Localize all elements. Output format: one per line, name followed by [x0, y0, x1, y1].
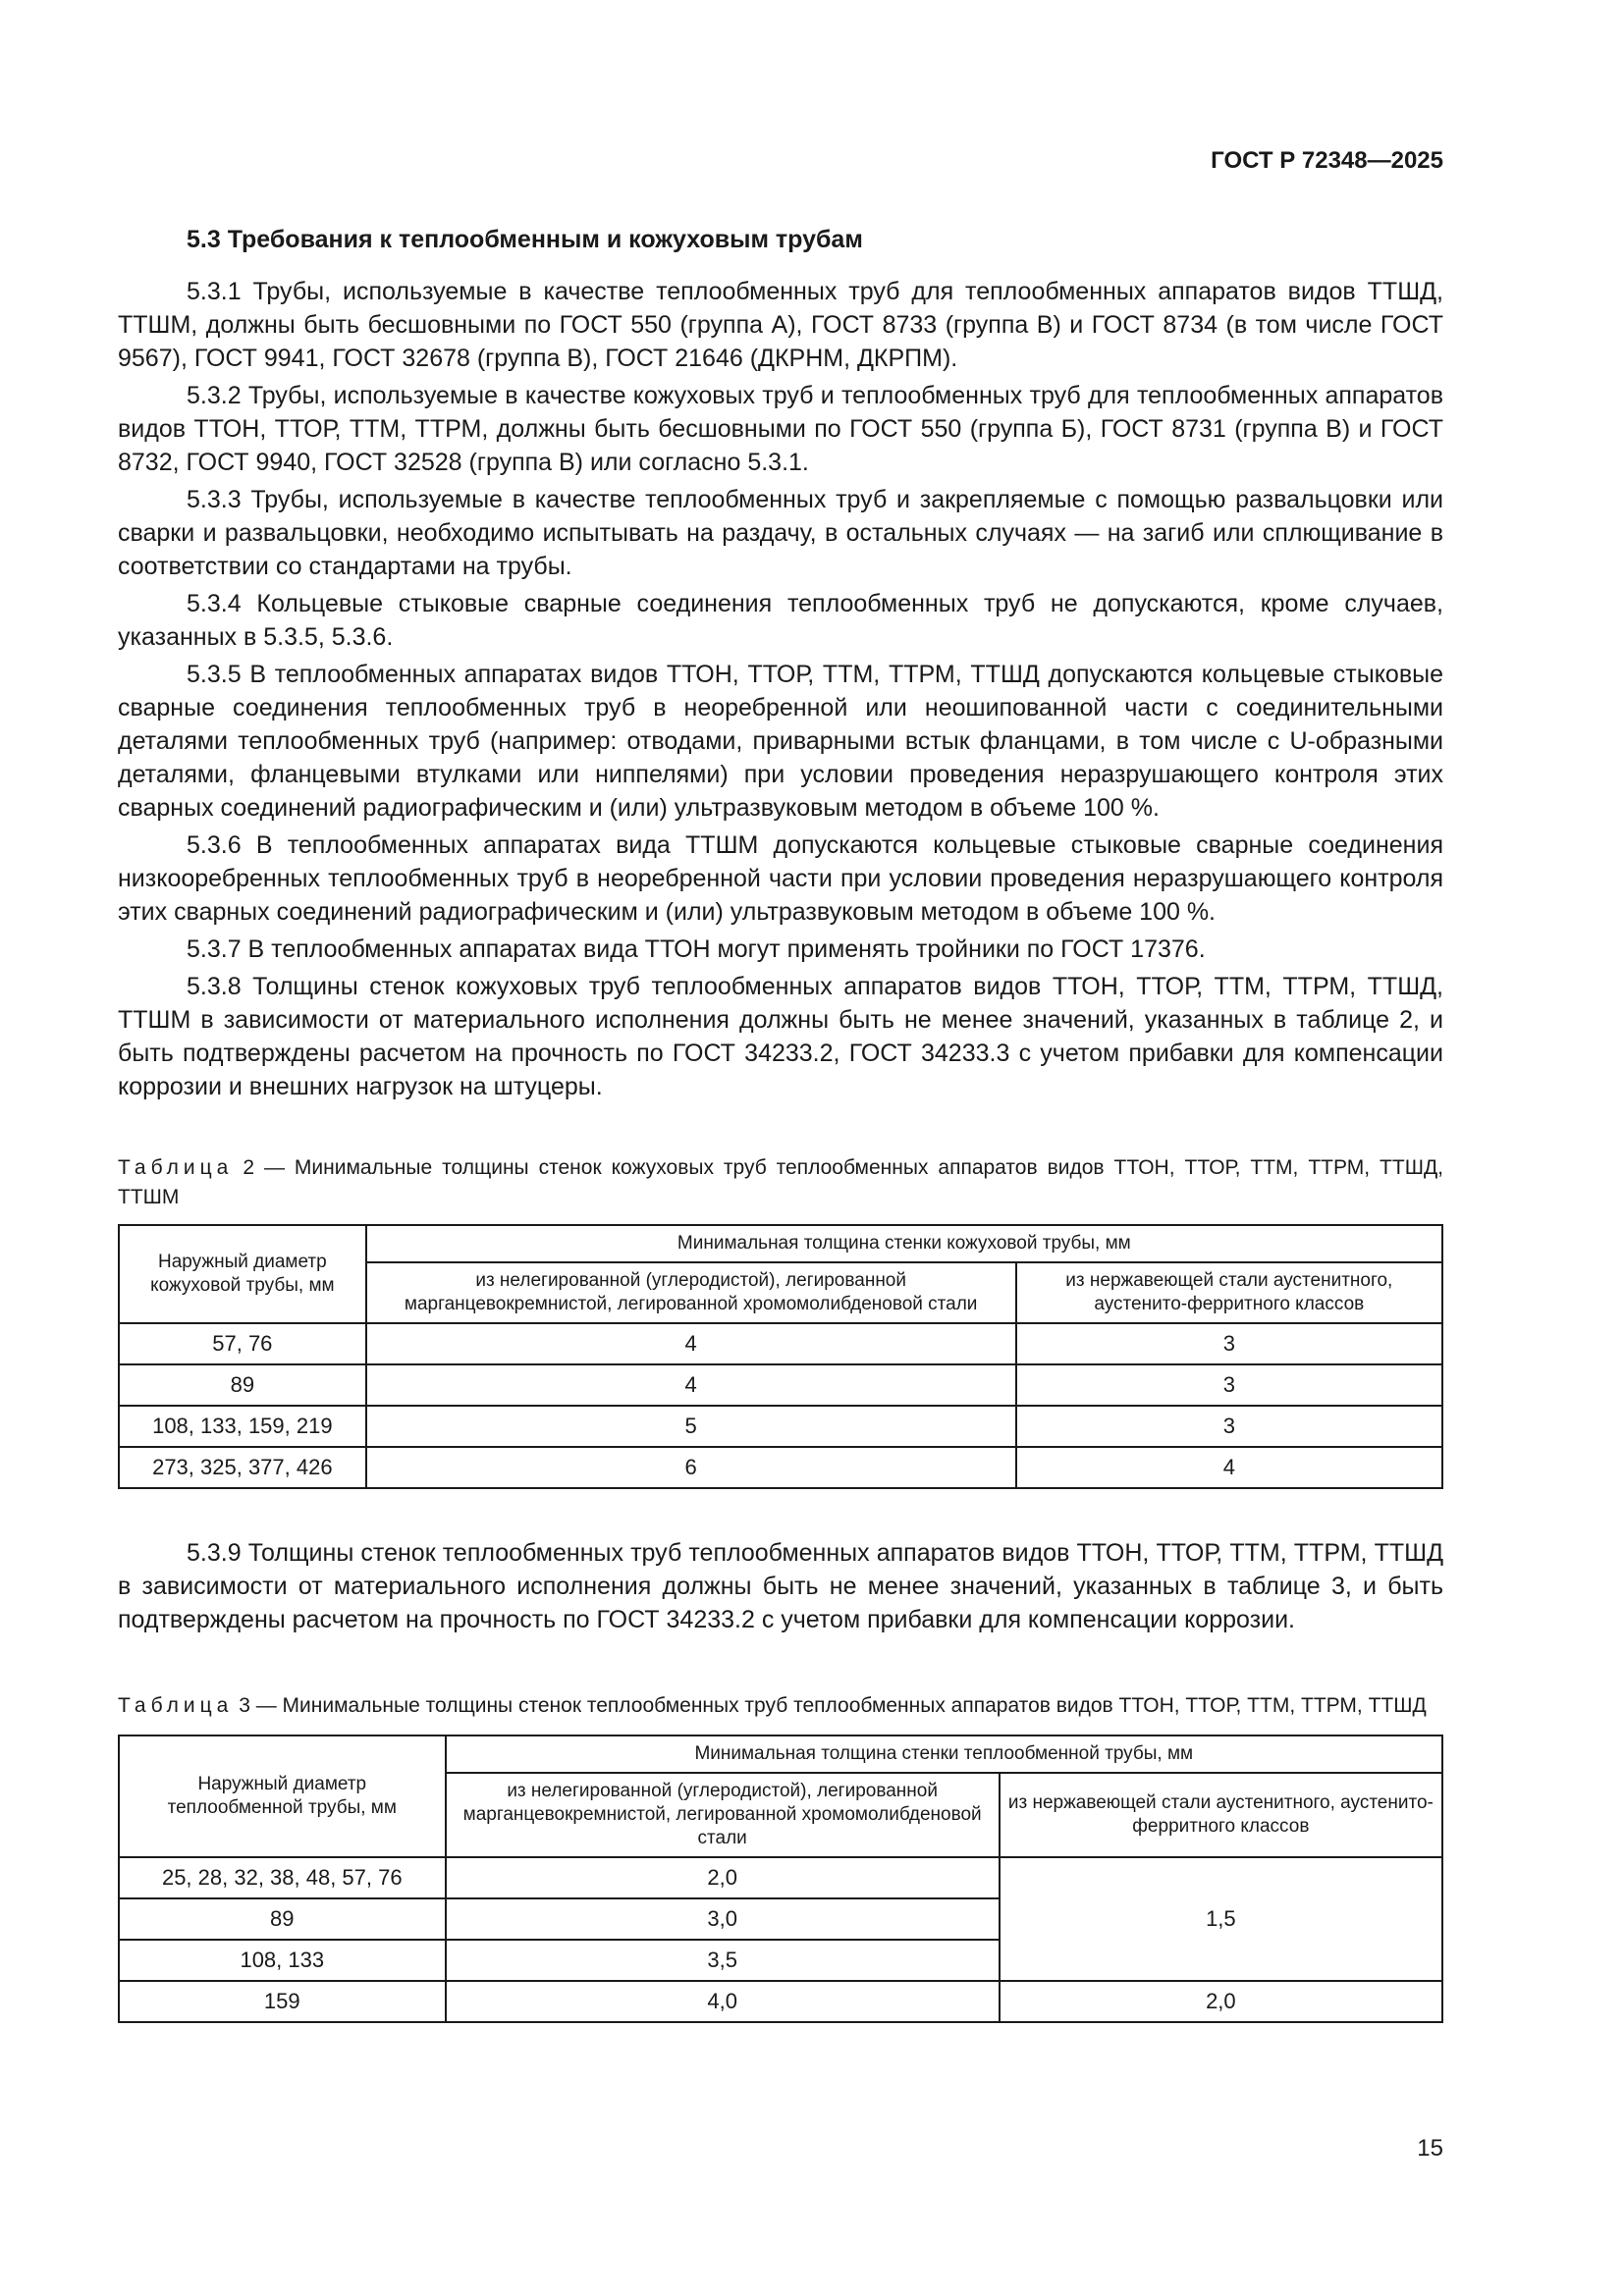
table-cell: 2,0: [446, 1857, 1000, 1898]
table-3-caption: [118, 1691, 1443, 1721]
table-cell: 3: [1016, 1323, 1442, 1364]
paragraph-5-3-9: 5.3.9 Толщины стенок теплообменных труб теплообменных аппаратов видов ТТОН, ТТОР, ТТМ, ТТРМ, ТТШД в зависимости от материального исполнения должны быть не менее значений, указанных в таблице 3, и быть подтверждены расчетом на прочность по ГОСТ 34233.2 с учетом прибавки для компенсации коррозии.: [118, 1539, 1443, 1633]
table-cell: 6: [366, 1447, 1016, 1488]
table-cell: 4: [1016, 1447, 1442, 1488]
paragraph-5-3-3: 5.3.3 Трубы, используемые в качестве теплообменных труб и закрепляемые с помощью развальцовки или сварки и развальцовки, необходимо испытывать на раздачу, в остальных случаях — на загиб или сплющивание в соответствии со стандартами на трубы.: [118, 486, 1443, 580]
table-3-block: [118, 1691, 1443, 2023]
document-code: ГОСТ Р 72348—2025: [1211, 147, 1443, 174]
table-3-caption-text: 3 — Минимальные толщины стенок теплообменных труб теплообменных аппаратов видов ТТОН, ТТОР, ТТМ, ТТРМ, ТТШД: [239, 1694, 1427, 1717]
table-2-col3-header: из нержавеющей стали аустенитного, аустенито-ферритного классов: [1016, 1262, 1442, 1323]
table-cell: 89: [119, 1364, 366, 1406]
paragraph-5-3-7: 5.3.7 В теплообменных аппаратах вида ТТОН могут применять тройники по ГОСТ 17376.: [187, 935, 1206, 963]
table-row: [119, 1323, 1442, 1364]
paragraph-5-3-5: 5.3.5 В теплообменных аппаратах видов ТТОН, ТТОР, ТТМ, ТТРМ, ТТШД допускаются кольцевые стыковые сварные соединения теплообменных труб в неоребренной или неошипованной части с соединительными деталями теплообменных труб (например: отводами, приварными встык фланцами, в том числе с U-образными деталями, фланцевыми втулками или ниппелями) при условии проведения неразрушающего контроля этих сварных соединений радиографическим и (или) ультразвуковым методом в объеме 100 %.: [118, 661, 1443, 822]
table-cell: 3: [1016, 1406, 1442, 1447]
paragraph-5-3-1: 5.3.1 Трубы, используемые в качестве теплообменных труб для теплообменных аппаратов видов ТТШД, ТТШМ, должны быть бесшовными по ГОСТ 550 (группа А), ГОСТ 8733 (группа В) и ГОСТ 8734 (в том числе ГОСТ 9567), ГОСТ 9941, ГОСТ 32678 (группа В), ГОСТ 21646 (ДКРНМ, ДКРПМ).: [118, 278, 1443, 372]
section-title: 5.3 Требования к теплообменным и кожуховым трубам: [187, 226, 863, 253]
table-cell-merged: 1,5: [1000, 1857, 1442, 1981]
table-3: [118, 1735, 1443, 2023]
table-cell: 3: [1016, 1364, 1442, 1406]
table-3-caption-word: Таблица: [118, 1694, 234, 1717]
table-3-col3-header: из нержавеющей стали аустенитного, аустенито-ферритного классов: [1000, 1773, 1442, 1857]
paragraph-5-3-4: 5.3.4 Кольцевые стыковые сварные соединения теплообменных труб не допускаются, кроме случаев, указанных в 5.3.5, 5.3.6.: [118, 590, 1443, 651]
table-cell: 159: [119, 1981, 446, 2022]
table-cell: 3,5: [446, 1940, 1000, 1981]
table-cell: 108, 133, 159, 219: [119, 1406, 366, 1447]
table-cell: 273, 325, 377, 426: [119, 1447, 366, 1488]
table-row: [119, 1447, 1442, 1488]
paragraph-5-3-8: 5.3.8 Толщины стенок кожуховых труб теплообменных аппаратов видов ТТОН, ТТОР, ТТМ, ТТРМ, ТТШД, ТТШМ в зависимости от материального исполнения должны быть не менее значений, указанных в таблице 2, и быть подтверждены расчетом на прочность по ГОСТ 34233.2, ГОСТ 34233.3 с учетом прибавки для компенсации коррозии и внешних нагрузок на штуцеры.: [118, 973, 1443, 1100]
page-number: 15: [1417, 2135, 1443, 2162]
table-cell: 4: [366, 1323, 1016, 1364]
table-row: [119, 1857, 1442, 1898]
table-cell: 5: [366, 1406, 1016, 1447]
table-cell: 25, 28, 32, 38, 48, 57, 76: [119, 1857, 446, 1898]
table-cell: 2,0: [1000, 1981, 1442, 2022]
table-cell: 4: [366, 1364, 1016, 1406]
table-2-caption: [118, 1153, 1443, 1212]
table-row: [119, 1364, 1442, 1406]
table-2-block: [118, 1153, 1443, 1489]
table-2-col1-header: Наружный диаметр кожуховой трубы, мм: [119, 1225, 366, 1323]
table-3-col2-header: из нелегированной (углеродистой), легированной марганцевокремнистой, легированной хромомолибденовой стали: [446, 1773, 1000, 1857]
table-row: [119, 1981, 1442, 2022]
table-cell: 89: [119, 1898, 446, 1940]
table-2-caption-text: 2 — Минимальные толщины стенок кожуховых труб теплообменных аппаратов видов ТТОН, ТТОР, ТТМ, ТТРМ, ТТШД, ТТШМ: [118, 1156, 1443, 1208]
table-cell: 3,0: [446, 1898, 1000, 1940]
body-text: [118, 275, 1443, 1107]
table-cell: 108, 133: [119, 1940, 446, 1981]
table-3-group-header: Минимальная толщина стенки теплообменной трубы, мм: [446, 1735, 1442, 1773]
table-3-col1-header: Наружный диаметр теплообменной трубы, мм: [119, 1735, 446, 1857]
table-2-caption-word: Таблица: [118, 1156, 234, 1179]
table-row: [119, 1406, 1442, 1447]
table-2: [118, 1224, 1443, 1489]
paragraph-5-3-9-block: [118, 1536, 1443, 1636]
paragraph-5-3-6: 5.3.6 В теплообменных аппаратах вида ТТШМ допускаются кольцевые стыковые сварные соединения низкооребренных теплообменных труб в неоребренной части при условии проведения неразрушающего контроля этих сварных соединений радиографическим и (или) ультразвуковым методом в объеме 100 %.: [118, 831, 1443, 926]
table-cell: 4,0: [446, 1981, 1000, 2022]
paragraph-5-3-2: 5.3.2 Трубы, используемые в качестве кожуховых труб и теплообменных труб для теплообменных аппаратов видов ТТОН, ТТОР, ТТМ, ТТРМ, должны быть бесшовными по ГОСТ 550 (группа Б), ГОСТ 8731 (группа В) и ГОСТ 8732, ГОСТ 9940, ГОСТ 32528 (группа В) или согласно 5.3.1.: [118, 382, 1443, 476]
table-2-col2-header: из нелегированной (углеродистой), легированной марганцевокремнистой, легированной хромомолибденовой стали: [366, 1262, 1016, 1323]
table-2-group-header: Минимальная толщина стенки кожуховой трубы, мм: [366, 1225, 1442, 1262]
table-cell: 57, 76: [119, 1323, 366, 1364]
